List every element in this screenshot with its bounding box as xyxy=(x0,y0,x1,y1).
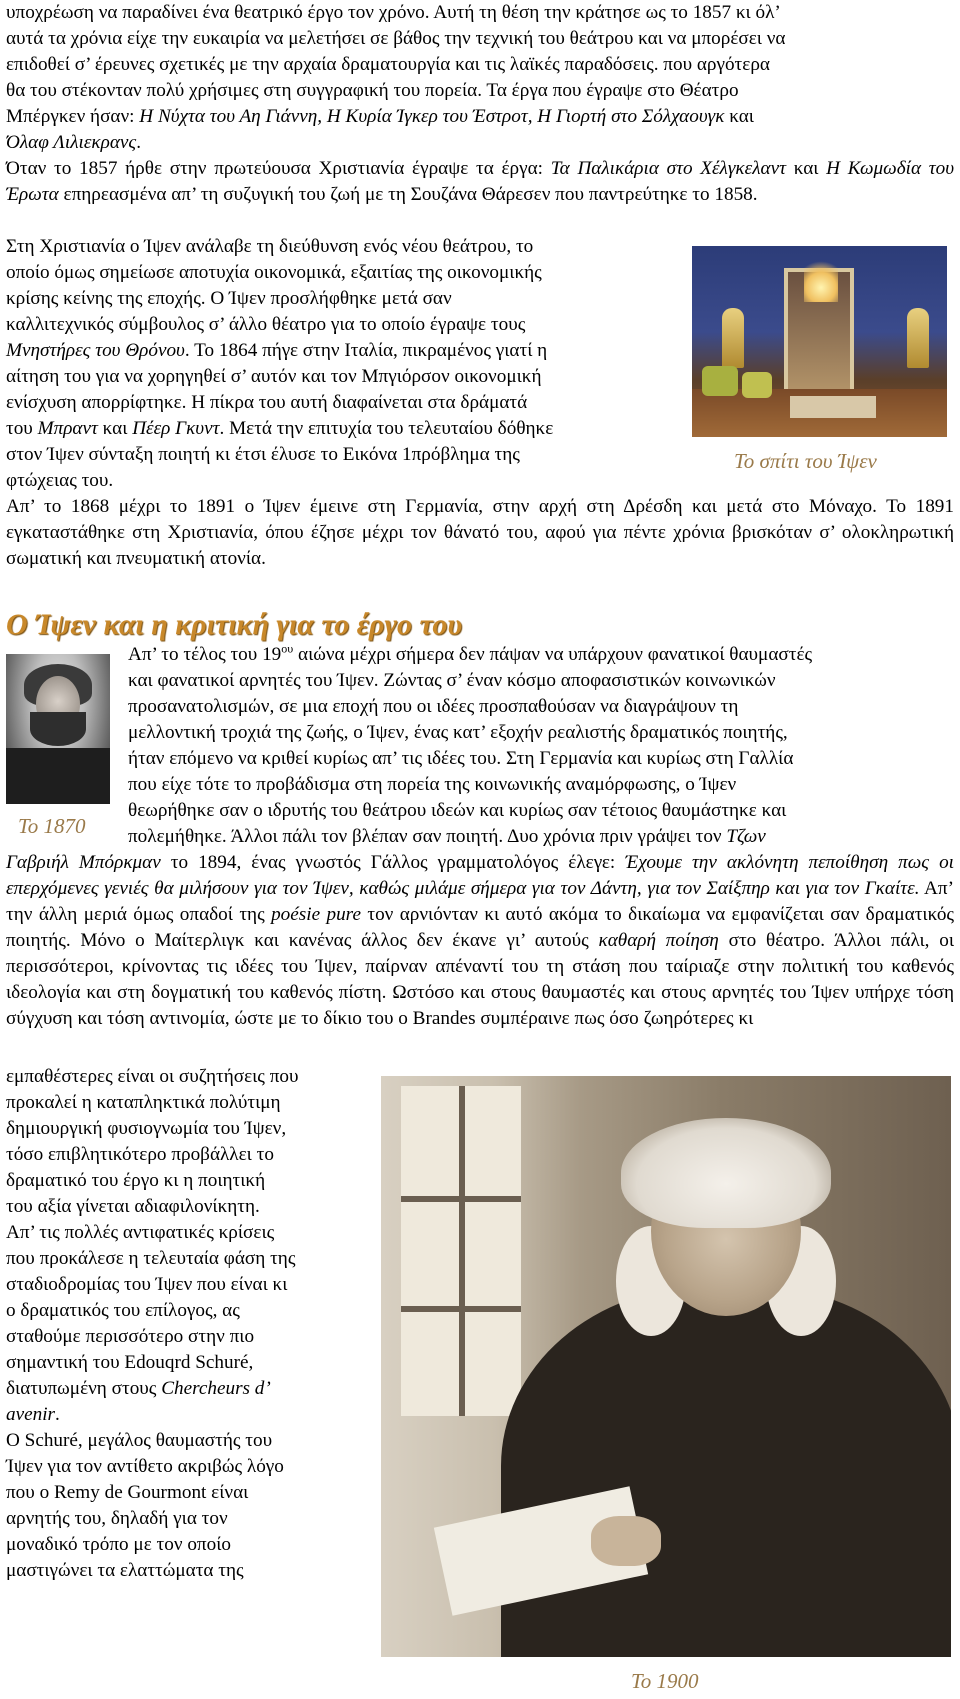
text-line: σταθούμε περισσότερο στην πιο xyxy=(6,1326,255,1347)
text-line: προκαλεί η καταπληκτικά πολύτιμη xyxy=(6,1092,281,1113)
text-line: του Μπραντ και Πέερ Γκυντ. Μετά την επιτυχία του τελευταίου δόθηκε xyxy=(6,418,554,439)
term: poésie pure xyxy=(271,904,361,925)
text-line: Όλαφ Λιλιεκρανς. xyxy=(6,132,142,153)
text-line: avenir. xyxy=(6,1404,60,1425)
text-line: Στη Χριστιανία ο Ίψεν ανάλαβε τη διεύθυνση ενός νέου θεάτρου, το xyxy=(6,236,534,257)
work-title: Τζων xyxy=(726,826,766,847)
text-line: μαστιγώνει τα ελαττώματα της xyxy=(6,1560,244,1581)
text-line: δραματικό του έργο κι η ποιητική xyxy=(6,1170,266,1191)
work-title: Chercheurs d’ xyxy=(161,1378,271,1399)
work-title: avenir xyxy=(6,1404,56,1425)
text-line: αρνητής του, δηλαδή για τον xyxy=(6,1508,228,1529)
text-paragraph: Απ’ το 1868 μέχρι το 1891 ο Ίψεν έμεινε στη Γερμανία, στην αρχή στη Δρέσδη και μετά στο Μόναχο. Το 1891 εγκαταστάθηκε στη Χριστιανία, όπου έζησε μέχρι τον θάνατό του, αφού για πέντε χρόνια βρισκόταν σ’ ολοκληρωτική σωματική και πνευματική ατονία. xyxy=(6,496,954,569)
paragraph-critics xyxy=(128,642,954,850)
text-line: θεωρήθηκε σαν ο ιδρυτής του θεάτρου ιδεών και κυρίως σαν τέτοιος θαυμάστηκε και xyxy=(128,800,787,821)
house-photo-caption: Το σπίτι του Ίψεν xyxy=(734,449,877,473)
paragraph-critics-cont xyxy=(6,850,954,1032)
text-line: οποίο όμως σημείωσε αποτυχία οικονομικά, εξαιτίας της οικονομικής xyxy=(6,262,542,283)
paragraph-bergen xyxy=(6,0,954,208)
work-title: Η Κωμωδία του Έρωτα xyxy=(6,158,955,205)
text-line: δημιουργική φυσιογνωμία του Ίψεν, xyxy=(6,1118,287,1139)
text-line: επιδοθεί σ’ έρευνες σχετικές με την αρχαία δραματουργία και τις λαϊκές παραδόσεις. που αργότερα xyxy=(6,54,770,75)
work-title: Γαβριήλ Μπόρκμαν xyxy=(6,852,161,873)
portrait-1870-caption: Το 1870 xyxy=(18,814,86,838)
ibsen-portrait-1900 xyxy=(381,1076,951,1657)
text-line: υποχρέωση να παραδίνει ένα θεατρικό έργο τον χρόνο. Αυτή τη θέση την κράτησε ως το 1857 κι όλ’ xyxy=(6,2,781,23)
quote: Έχουμε την ακλόνητη πεποίθηση πως οι επερχόμενες γενιές θα μιλήσουν για τον Ίψεν, καθώς μιλάμε σήμερα για τον Δάντη, για τον Σαίξπηρ και για τον Γκαίτε. xyxy=(6,852,954,899)
paragraph-theatre-direction xyxy=(6,234,668,494)
works-title: Η Νύχτα του Αη Γιάννη, Η Κυρία Ίγκερ του Έστροτ, Η Γιορτή στο Σόλχαουγκ xyxy=(139,106,725,127)
text-line: O Schuré, μεγάλος θαυμαστής του xyxy=(6,1430,273,1451)
text-line: Απ’ το τέλος του $19^{o\upsilon}$ αιώνα μέχρι σήμερα δεν πάψαν να υπάρχουν φανατικοί θαυμαστές xyxy=(128,641,813,665)
text-line: Μπέργκεν ήσαν: Η Νύχτα του Αη Γιάννη, Η Κυρία Ίγκερ του Έστροτ, Η Γιορτή στο Σόλχαουγκ και xyxy=(6,106,754,127)
ibsen-house-photo xyxy=(692,246,947,437)
text-line: σημαντική του Edouqrd Schuré, xyxy=(6,1352,254,1373)
text-line: στον Ίψεν σύνταξη ποιητή κι έτσι έλυσε το Εικόνα 1πρόβλημα της xyxy=(6,444,520,465)
text-line: φτώχειας του. xyxy=(6,470,114,491)
work-title: Όλαφ Λιλιεκρανς xyxy=(6,132,137,153)
text-line: μελλοντική τροχιά της ζωής, ο Ίψεν, ένας κατ’ εξοχήν ρεαλιστής δραματικός ποιητής, xyxy=(128,722,788,743)
paragraph-christiania: Όταν το 1857 ήρθε στην πρωτεύουσα Χριστιανία έγραψε τα έργα: Τα Παλικάρια στο Χέλγκελαντ και Η Κωμωδία του Έρωτα επηρεασμένα απ’ τη συζυγική του ζωή με τη Σουζάνα Θάρεσεν που παντρεύτηκε το 1858. xyxy=(6,158,955,205)
text-line: μοναδικό τρόπο με τον οποίο xyxy=(6,1534,231,1555)
term: καθαρή ποίηση xyxy=(598,930,719,951)
text-line: τόσο επιβλητικότερο προβάλλει το xyxy=(6,1144,274,1165)
paragraph-germany xyxy=(6,494,954,572)
paragraph-brandes xyxy=(6,1064,356,1584)
text-line: του αξία γίνεται αδιαφιλονίκητη. xyxy=(6,1196,260,1217)
text-paragraph: Γαβριήλ Μπόρκμαν το 1894, ένας γνωστός Γάλλος γραμματολόγος έλεγε: Έχουμε την ακλόνητη πεποίθηση πως οι επερχόμενες γενιές θα μιλήσουν για τον Ίψεν, καθώς μιλάμε σήμερα για τον Δάντη, για τον Σαίξπηρ και για τον Γκαίτε. Απ’ την άλλη μεριά όμως οπαδοί της poésie pure τον αρνιόνταν κι αυτό ακόμα το δικαίωμα να εμφανίζεται σαν δραματικός ποιητής. Μόνο ο Μαίτερλιγκ και κανένας άλλος δεν έκανε γι’ αυτούς καθαρή ποίηση στο θέατρο. Άλλοι πάλι, οι περισσότεροι, κρίνοντας τις ιδέες του Ίψεν, παίρναν απέναντί του τη στάση που ταίριαζε στην πολιτική του καθενός ιδεολογία και στη δογματική του καθενός πίστη. Ωστόσο και στους θαυμαστές και στους αρνητές του Ίψεν υπήρχε τόση σύγχυση και τόση αντινομία, ώστε με το δίκιο του ο Brandes συμπέραινε πως όσο ζωηρότερες κι xyxy=(6,852,955,1029)
text-line: διατυπωμένη στους Chercheurs d’ xyxy=(6,1378,271,1399)
section-heading: Ο Ίψεν και η κριτική για το έργο του xyxy=(6,608,463,641)
portrait-1900-caption: Το 1900 xyxy=(631,1669,699,1693)
text-line: που είχε τότε το προβάδισμα στη πορεία της κοινωνικής αναμόρφωσης, ο Ίψεν xyxy=(128,774,737,795)
text-line: Απ’ τις πολλές αντιφατικές κρίσεις xyxy=(6,1222,275,1243)
text-line: πολεμήθηκε. Άλλοι πάλι τον βλέπαν σαν ποιητή. Δυο χρόνια πριν γράψει τον Τζων xyxy=(128,826,766,847)
ibsen-portrait-1870 xyxy=(6,654,110,804)
text-line: εμπαθέστερες είναι οι συζητήσεις που xyxy=(6,1066,299,1087)
work-title: Μπραντ xyxy=(37,418,98,439)
text-line: αίτηση του για να χορηγηθεί σ’ αυτόν και τον Μπγιόρσον οικονομική xyxy=(6,366,542,387)
text-line: Ίψεν για τον αντίθετο ακριβώς λόγο xyxy=(6,1456,284,1477)
work-title: Πέερ Γκυντ xyxy=(132,418,220,439)
text-line: σταδιοδρομίας του Ίψεν που είναι κι xyxy=(6,1274,288,1295)
text-line: ενίσχυση απορρίφτηκε. Η πίκρα του αυτή διαφαίνεται στα δράματά xyxy=(6,392,528,413)
text-line: και φανατικοί αρνητές του Ίψεν. Ζώντας σ’ έναν κόσμο αποφασιστικών κοινωνικών xyxy=(128,670,776,691)
text-line: προσανατολισμών, σε μια εποχή που οι ιδέες προσπαθούσαν να διαγράψουν τη xyxy=(128,696,739,717)
text-line: που ο Remy de Gourmont είναι xyxy=(6,1482,249,1503)
work-title: Τα Παλικάρια στο Χέλγκελαντ xyxy=(550,158,786,179)
text-line: καλλιτεχνικός σύμβουλος σ’ άλλο θέατρο για το οποίο έγραψε τους xyxy=(6,314,526,335)
text-line: ο δραματικός του επίλογος, ας xyxy=(6,1300,240,1321)
work-title: Μνηστήρες του Θρόνου xyxy=(6,340,185,361)
text-line: αυτά τα χρόνια είχε την ευκαιρία να μελετήσει σε βάθος την τεχνική του θεάτρου και να μπορέσει να xyxy=(6,28,786,49)
text-line: που προκάλεσε η τελευταία φάση της xyxy=(6,1248,296,1269)
text-line: κρίσης κείνης της εποχής. Ο Ίψεν προσλήφθηκε μετά σαν xyxy=(6,288,452,309)
text-line: Μνηστήρες του Θρόνου. Το 1864 πήγε στην Ιταλία, πικραμένος γιατί η xyxy=(6,340,548,361)
text-line: θα του στέκονταν πολύ χρήσιμες στη συγγραφική του πορεία. Τα έργα που έγραψε στο Θέατρο xyxy=(6,80,739,101)
text-line: ήταν επόμενο να κριθεί κυρίως απ’ τις ιδέες του. Στη Γερμανία και κυρίως στη Γαλλία xyxy=(128,748,794,769)
